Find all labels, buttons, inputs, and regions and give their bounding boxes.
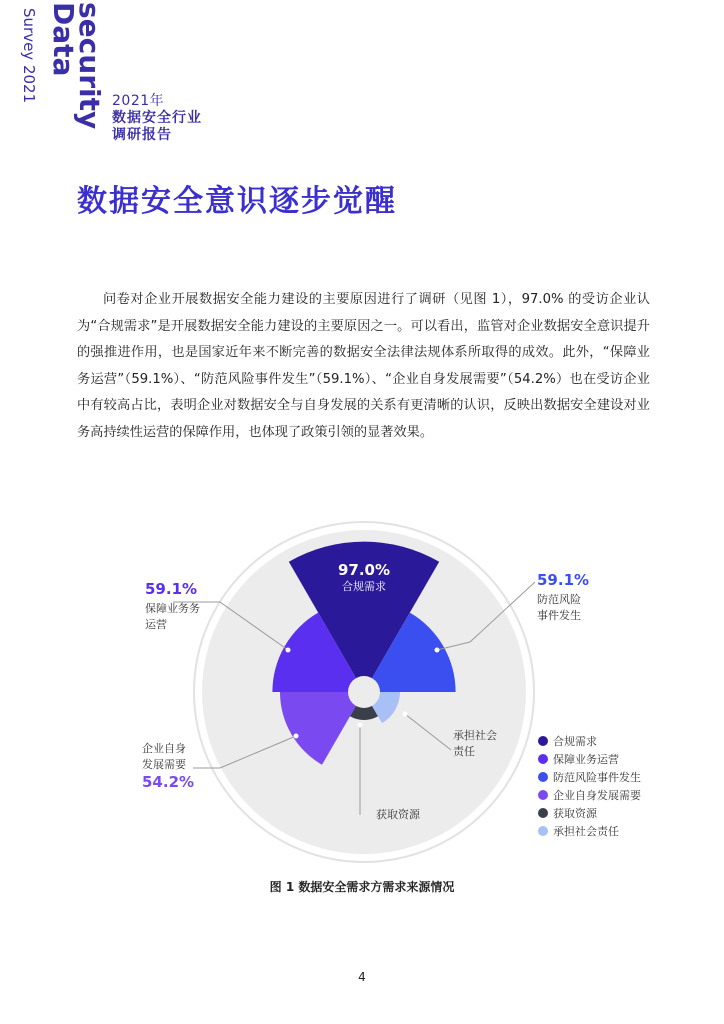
leader-business-ops-dot bbox=[286, 648, 291, 653]
body-paragraph: 问卷对企业开展数据安全能力建设的主要原因进行了调研（见图 1），97.0% 的受访企业认为“合规需求”是开展数据安全能力建设的主要原因之一。可以看出，监管对企业数据安全意识提升的强推进作用，也是国家近年来不断完善的数据安全法律法规体系所取得的成效。此外，“保障业务运营”（59.1%）、“防范风险事件发生”（59.1%）、“企业自身发展需要”（54.2%）也在受访企业中有较高占比，表明企业对数据安全与自身发展的关系有更清晰的认识，反映出数据安全建设对业务高持续性运营的保障作用，也体现了政策引领的显著效果。 bbox=[77, 292, 650, 440]
legend-swatch-5 bbox=[538, 826, 548, 836]
value-label-self-dev: 54.2% bbox=[142, 773, 195, 791]
brand-line-2: 调研报告 bbox=[112, 127, 172, 143]
page-number: 4 bbox=[358, 970, 366, 984]
brand-word-data: Data bbox=[47, 2, 80, 77]
category-label-self-dev-1: 企业自身 bbox=[142, 742, 186, 755]
brand-block bbox=[20, 0, 244, 150]
leader-risk-dot bbox=[435, 648, 440, 653]
section-title: 数据安全意识逐步觉醒 bbox=[77, 184, 397, 219]
brand-year: 2021年 bbox=[112, 93, 165, 109]
legend-swatch-4 bbox=[538, 808, 548, 818]
category-label-risk-2: 事件发生 bbox=[537, 609, 581, 622]
category-label-social-2: 责任 bbox=[453, 745, 475, 758]
brand-word-survey: Survey 2021 bbox=[20, 8, 38, 104]
leader-resources-dot bbox=[358, 723, 363, 728]
value-label-risk: 59.1% bbox=[537, 571, 590, 589]
legend-label-3: 企业自身发展需要 bbox=[553, 789, 641, 802]
brand-vertical-logo bbox=[20, 0, 106, 145]
radial-chart bbox=[120, 530, 640, 860]
legend-swatch-2 bbox=[538, 772, 548, 782]
chart-center-hole bbox=[348, 676, 380, 708]
chart-svg bbox=[120, 530, 640, 860]
brand-text bbox=[112, 90, 202, 144]
category-label-business-ops-1: 保障业务务 bbox=[145, 602, 200, 615]
category-label-social-1: 承担社会 bbox=[453, 729, 497, 742]
legend-label-4: 获取资源 bbox=[553, 807, 597, 820]
category-label-risk-1: 防范风险 bbox=[537, 593, 581, 606]
brand-word-security: security bbox=[73, 2, 106, 130]
legend-swatch-0 bbox=[538, 736, 548, 746]
legend-label-0: 合规需求 bbox=[553, 735, 597, 748]
leader-social-dot bbox=[403, 712, 408, 717]
category-label-compliance: 合规需求 bbox=[342, 580, 386, 593]
category-label-business-ops-2: 运营 bbox=[145, 618, 167, 631]
leader-self-dev-dot bbox=[294, 734, 299, 739]
value-label-business-ops: 59.1% bbox=[145, 580, 198, 598]
legend-swatch-1 bbox=[538, 754, 548, 764]
category-label-self-dev-2: 发展需要 bbox=[142, 758, 186, 771]
legend-swatch-3 bbox=[538, 790, 548, 800]
legend-label-5: 承担社会责任 bbox=[553, 825, 619, 838]
brand-line-1: 数据安全行业 bbox=[112, 110, 202, 126]
value-label-compliance: 97.0% bbox=[337, 561, 391, 579]
category-label-resources: 获取资源 bbox=[376, 808, 420, 821]
legend-label-2: 防范风险事件发生 bbox=[553, 771, 641, 784]
figure-caption: 图 1 数据安全需求方需求来源情况 bbox=[269, 880, 455, 894]
legend-label-1: 保障业务运营 bbox=[553, 753, 619, 766]
